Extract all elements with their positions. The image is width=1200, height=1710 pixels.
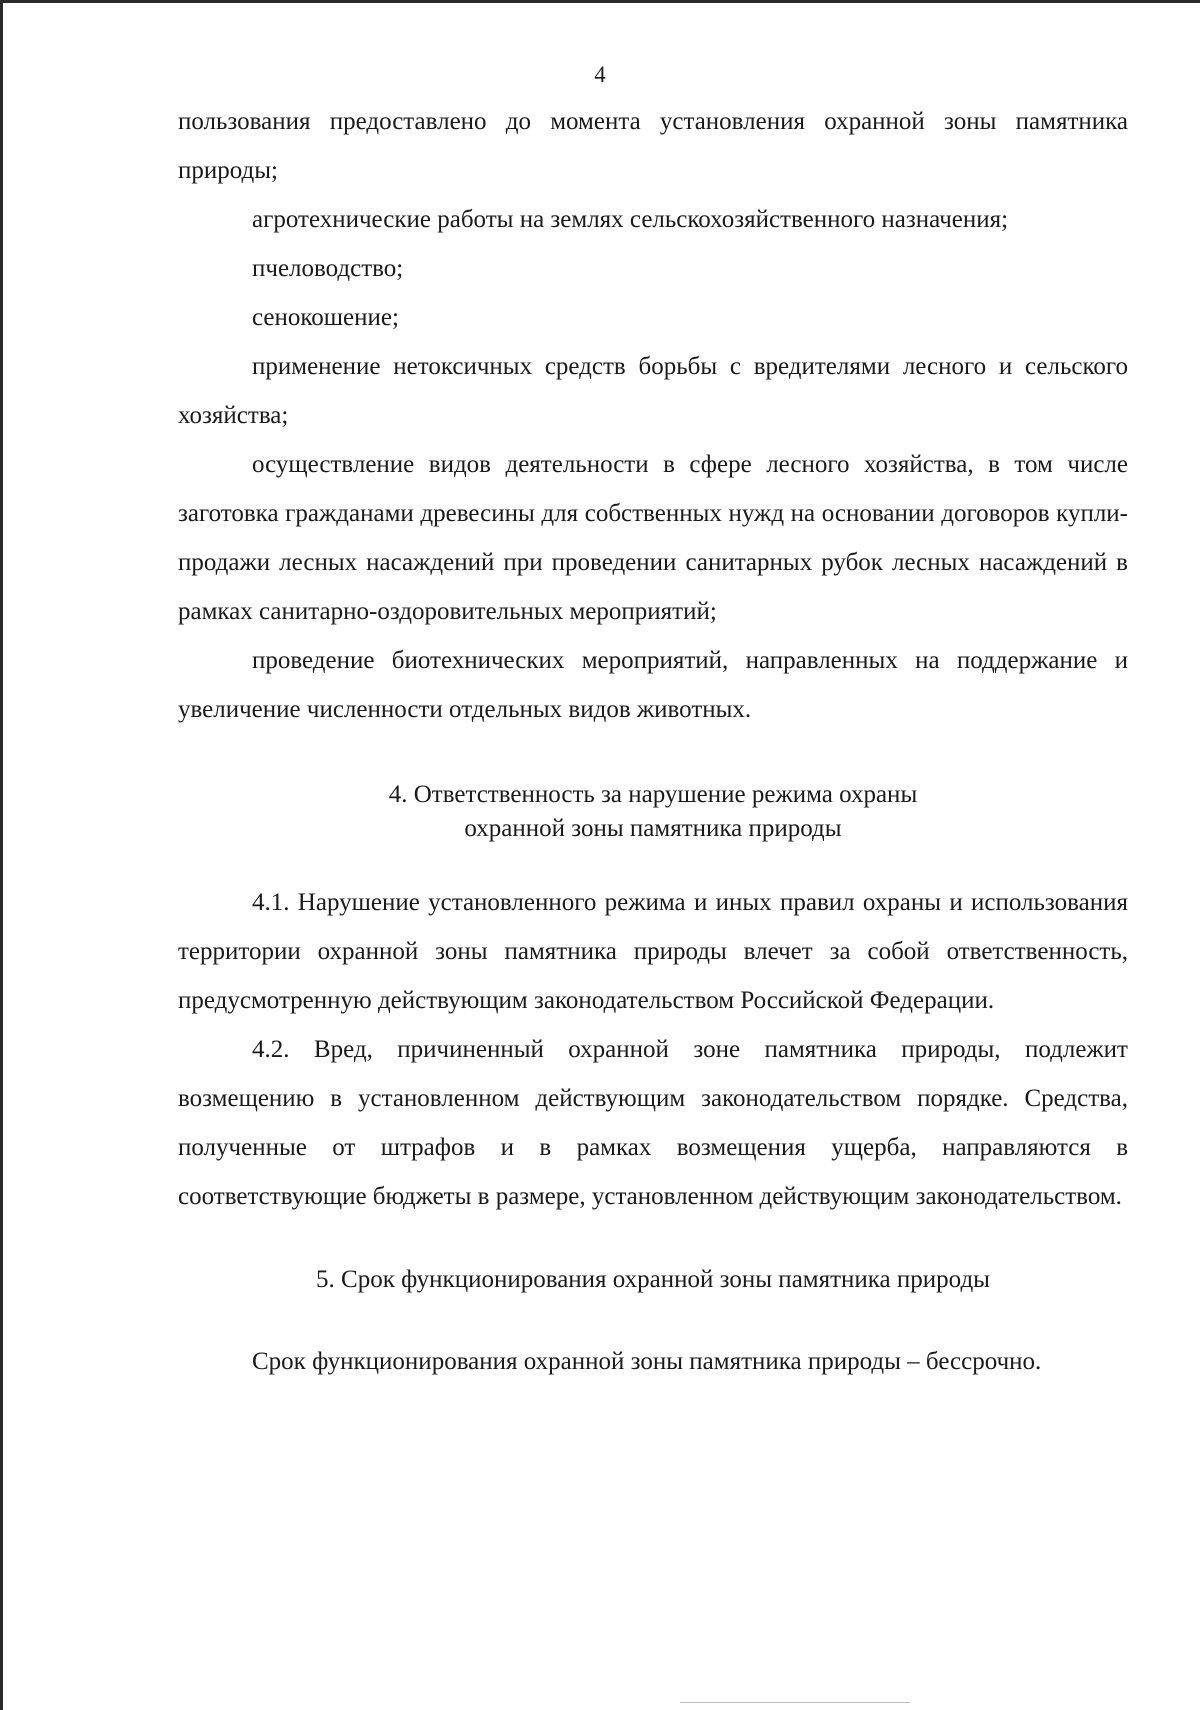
section-5-heading: 5. Срок функционирования охранной зоны памятника природы — [316, 1266, 990, 1293]
page-number: 4 — [594, 62, 606, 87]
section-4-heading — [178, 778, 1128, 846]
list-item-biotechnical: проведение биотехнических мероприятий, направленных на поддержание и увеличение численности отдельных видов животных. — [178, 647, 1128, 723]
list-item-forestry: осуществление видов деятельности в сфере лесного хозяйства, в том числе заготовка гражданами древесины для собственных нужд на основании договоров купли-продажи лесных насаждений при проведении санитарных рубок лесных насаждений в рамках санитарно-оздоровительных мероприятий; — [178, 451, 1128, 625]
scan-border-top — [0, 0, 1200, 3]
section-4-heading-line-1: 4. Ответственность за нарушение режима охраны — [388, 781, 918, 808]
section-5-paragraph: Срок функционирования охранной зоны памятника природы – бессрочно. — [252, 1348, 1042, 1375]
list-item-beekeeping: пчеловодство; — [252, 255, 404, 282]
list-item-pest-control: применение нетоксичных средств борьбы с вредителями лесного и сельского хозяйства; — [178, 353, 1128, 429]
scan-border-left — [0, 0, 3, 1710]
scan-speck-bottom — [680, 1702, 910, 1703]
section-4-heading-line-2: охранной зоны памятника природы — [464, 815, 842, 842]
clause-4-2: 4.2. Вред, причиненный охранной зоне памятника природы, подлежит возмещению в установленном действующим законодательством порядке. Средства, полученные от штрафов и в рамках возмещения ущерба, направляются в соответствующие бюджеты в размере, установленном действующим законодательством. — [178, 1036, 1128, 1210]
paragraph-continued: пользования предоставлено до момента установления охранной зоны памятника природы; — [178, 108, 1128, 184]
list-item-agrotechnical: агротехнические работы на землях сельскохозяйственного назначения; — [252, 206, 1009, 233]
clause-4-1: 4.1. Нарушение установленного режима и иных правил охраны и использования территории охранной зоны памятника природы влечет за собой ответственность, предусмотренную действующим законодательством Российской Федерации. — [178, 889, 1128, 1014]
document-body — [178, 97, 1128, 1386]
list-item-haymaking: сенокошение; — [252, 304, 399, 331]
